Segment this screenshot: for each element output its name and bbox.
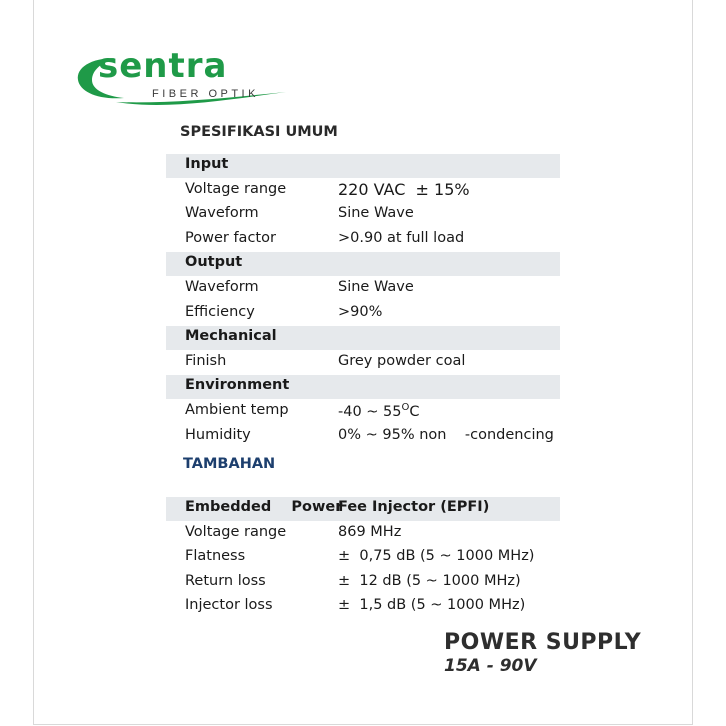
spec-value-text: -40 ~ 55	[338, 403, 402, 420]
spec-label: Waveform	[185, 279, 259, 295]
spec-value-text: Fee Injector (EPFI)	[338, 499, 490, 515]
spec-value	[338, 548, 534, 564]
spec-value-text: ± 12 dB (5 ~ 1000 MHz)	[338, 572, 521, 589]
spec-value	[338, 573, 521, 589]
brand-tagline: FIBER OPTIK	[152, 88, 259, 100]
spec-label: Humidity	[185, 426, 251, 443]
spec-value	[338, 230, 464, 246]
spec-value	[338, 499, 489, 515]
spec-row	[166, 571, 560, 595]
spec-value-text: ± 0,75 dB (5 ~ 1000 MHz)	[338, 548, 535, 565]
spec-value-text: ± 1,5 dB (5 ~ 1000 MHz)	[338, 597, 526, 614]
spec-value	[338, 279, 414, 295]
spec-label: Return loss	[185, 572, 266, 589]
spec-value	[338, 427, 554, 443]
spec-label: Embedded Power	[185, 499, 343, 515]
spec-value	[338, 597, 525, 613]
spec-value-text: Grey powder coal	[338, 352, 466, 369]
spec-row	[166, 400, 560, 424]
spec-row	[166, 425, 560, 449]
spec-group-header	[166, 497, 560, 521]
spec-value-text: >90%	[338, 303, 383, 320]
spec-label: Voltage range	[185, 523, 287, 540]
spec-label: Injector loss	[185, 597, 273, 614]
spec-label: Environment	[185, 377, 290, 394]
product-model: 15A - 90V	[444, 656, 537, 676]
spec-label: Output	[185, 254, 243, 271]
spec-row	[166, 595, 560, 619]
spec-group-header	[166, 252, 560, 276]
spec-value-text: 0% ~ 95% non -condencing	[338, 426, 554, 443]
spec-value-text: >0.90 at full load	[338, 229, 465, 246]
product-title: POWER SUPPLY	[444, 630, 642, 655]
spec-row	[166, 522, 560, 546]
spec-label: Flatness	[185, 548, 246, 565]
spec-group-header	[166, 375, 560, 399]
spec-row	[166, 228, 560, 252]
spec-group-header	[166, 154, 560, 178]
spec-row	[166, 302, 560, 326]
spec-value	[338, 205, 414, 221]
spec-row	[166, 351, 560, 375]
spec-value	[338, 304, 382, 320]
spec-group-header	[166, 326, 560, 350]
spec-value	[338, 402, 420, 420]
spec-row	[166, 179, 560, 203]
spec-row	[166, 203, 560, 227]
spec-label: Ambient temp	[185, 402, 289, 418]
spec-value-text: 869 MHz	[338, 523, 402, 540]
general-spec-title: SPESIFIKASI UMUM	[180, 124, 338, 140]
spec-value	[338, 180, 470, 199]
spec-row	[166, 546, 560, 570]
spec-value-text: 220 VAC ± 15%	[338, 179, 470, 199]
spec-label: Input	[185, 156, 229, 172]
spec-label: Finish	[185, 352, 227, 369]
spec-row	[166, 277, 560, 301]
brand-name: sentra	[98, 46, 228, 86]
degree-symbol: O	[401, 402, 410, 413]
spec-label: Mechanical	[185, 328, 277, 345]
spec-label: Waveform	[185, 205, 259, 222]
spec-value	[338, 524, 401, 540]
unit: C	[409, 403, 420, 420]
spec-value-text: Sine Wave	[338, 279, 414, 295]
spec-label: Voltage range	[185, 180, 287, 197]
extra-spec-title: TAMBAHAN	[183, 456, 276, 472]
spec-label: Power factor	[185, 229, 276, 246]
spec-value	[338, 353, 465, 369]
spec-value-text: Sine Wave	[338, 205, 414, 222]
spec-label: Efficiency	[185, 303, 255, 320]
